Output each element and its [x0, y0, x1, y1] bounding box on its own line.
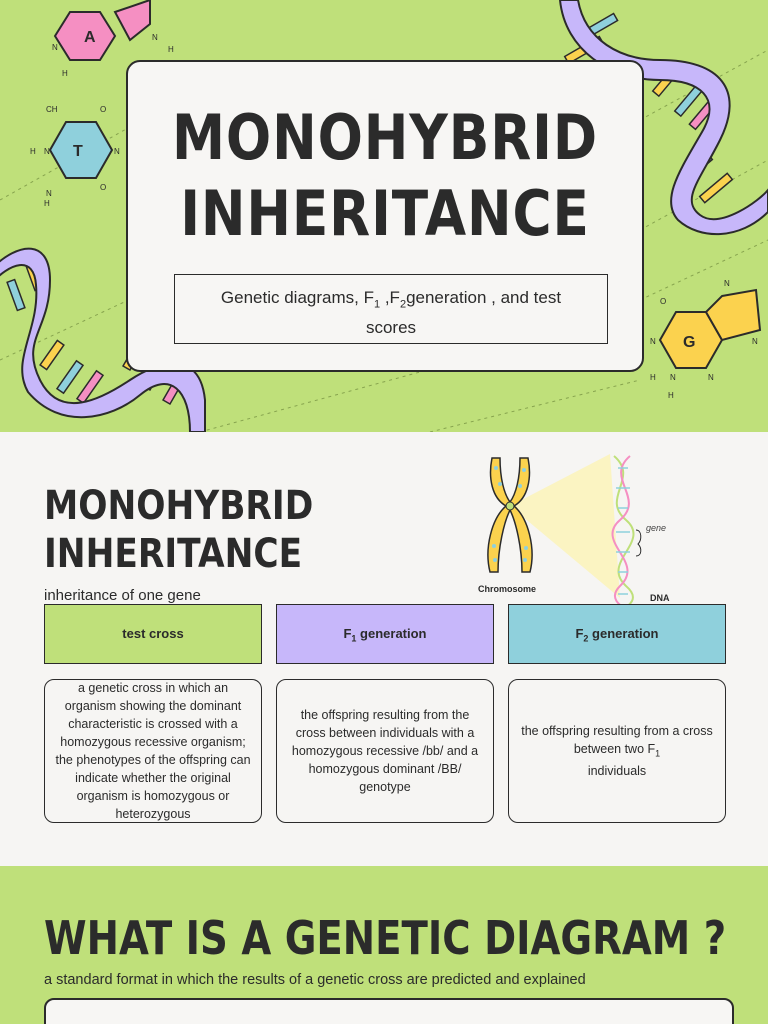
- svg-text:CH: CH: [46, 105, 58, 114]
- genetic-diagram-section: [0, 866, 768, 1024]
- svg-text:H: H: [44, 199, 50, 208]
- dna-label: DNA: [650, 593, 670, 603]
- svg-text:H: H: [168, 45, 174, 54]
- heading-subscript: 2: [583, 633, 589, 644]
- heading-f1-generation: [276, 604, 494, 664]
- description-test-cross: [44, 679, 262, 823]
- adenine-molecule: [55, 0, 150, 60]
- svg-text:H: H: [30, 147, 36, 156]
- svg-text:N: N: [46, 189, 52, 198]
- heading-test-cross: [44, 604, 262, 664]
- description-f2-generation: [508, 679, 726, 823]
- guanine-molecule: [632, 279, 760, 400]
- guanine-letter: G: [683, 334, 696, 351]
- gene-label: gene: [646, 523, 667, 533]
- chromosome-label: Chromosome: [478, 584, 537, 594]
- description-text-wrap: [519, 722, 715, 781]
- section-title-line-2: INHERITANCE: [44, 531, 303, 577]
- genetic-diagram-title: WHAT IS A GENETIC DIAGRAM ?: [44, 911, 727, 965]
- title-line-2: INHERITANCE: [180, 177, 590, 250]
- subtitle-sub-1: 1: [373, 298, 381, 311]
- overview-section: [0, 432, 768, 866]
- heading-text: F: [343, 626, 352, 641]
- svg-text:H: H: [650, 373, 656, 382]
- svg-text:N: N: [724, 279, 730, 288]
- svg-text:N: N: [152, 33, 158, 42]
- svg-text:N: N: [114, 147, 120, 156]
- svg-text:N: N: [52, 43, 58, 52]
- description-text: the offspring resulting from the cross between individuals with a homozygous recessive /bb/ and a homozygous dominant /BB/ genotype: [291, 708, 479, 794]
- section-title: [44, 482, 313, 578]
- svg-text:N: N: [44, 147, 50, 156]
- title-card: [126, 60, 644, 372]
- heading-text-after: generation: [356, 626, 427, 641]
- thymine-molecule: [30, 105, 134, 208]
- subtitle-sub-2: 2: [399, 298, 407, 311]
- subtitle-part-2: ,F: [380, 288, 400, 307]
- heading-subscript: 1: [351, 633, 357, 644]
- hero-section: [0, 0, 768, 432]
- svg-text:N: N: [650, 337, 656, 346]
- section-title-line-1: MONOHYBRID: [44, 483, 314, 529]
- subtitle-part-1: Genetic diagrams, F: [220, 288, 374, 307]
- thymine-letter: T: [73, 143, 83, 160]
- description-text: the offspring resulting from a cross between two F: [521, 723, 713, 756]
- heading-f2-generation: [508, 604, 726, 664]
- svg-text:N: N: [670, 373, 676, 382]
- heading-text: F: [575, 626, 584, 641]
- svg-text:N: N: [708, 373, 714, 382]
- definition-text: inheritance of one gene: [44, 587, 201, 604]
- svg-text:O: O: [660, 297, 667, 306]
- description-text-after: individuals: [587, 764, 647, 779]
- description-f1-generation: [276, 679, 494, 823]
- svg-text:H: H: [668, 391, 674, 400]
- svg-text:O: O: [100, 183, 107, 192]
- svg-text:O: O: [100, 105, 107, 114]
- description-subscript: 1: [655, 748, 661, 759]
- subtitle-part-3: generation , and test: [406, 288, 562, 307]
- subtitle-part-4: scores: [365, 318, 417, 338]
- subtitle-box: [174, 274, 608, 344]
- heading-text-after: generation: [588, 626, 659, 641]
- svg-text:N: N: [752, 337, 758, 346]
- genetic-diagram-text: a standard format in which the results of a genetic cross are predicted and explained: [44, 972, 586, 988]
- title-line-1: MONOHYBRID: [172, 101, 598, 174]
- svg-text:H: H: [62, 69, 68, 78]
- genetic-diagram-card: [44, 998, 734, 1024]
- adenine-letter: A: [84, 29, 96, 46]
- heading-text: test cross: [122, 626, 184, 641]
- description-text: a genetic cross in which an organism showing the dominant characteristic is crossed with a homozygous recessive organism; the phenotypes of the offspring can indicate whether the original organism is homozygous or heterozygous: [55, 681, 251, 821]
- page-title: [164, 100, 606, 252]
